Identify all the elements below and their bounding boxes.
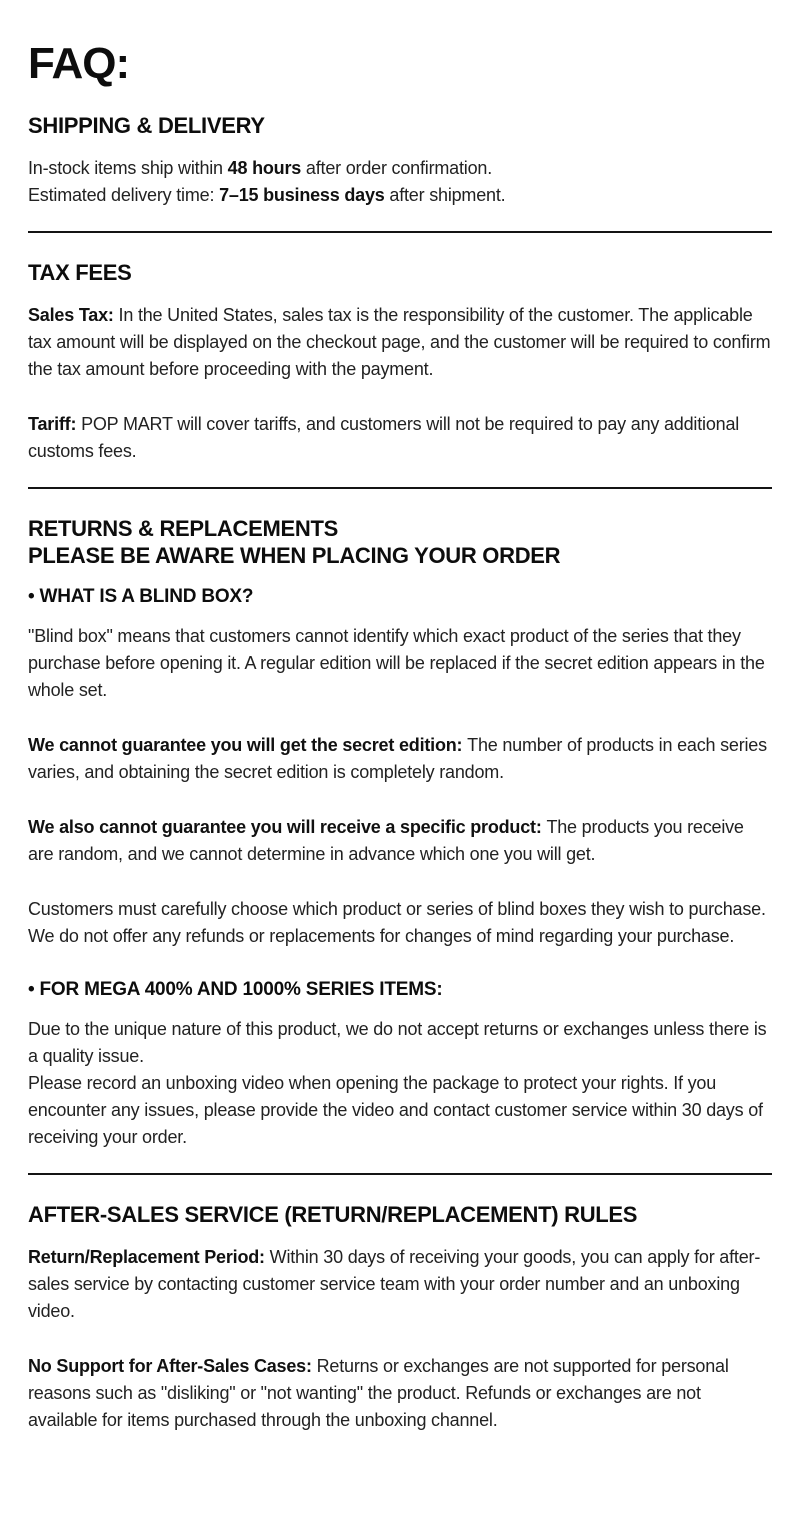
page-title: FAQ: — [28, 39, 130, 88]
mega-series-paragraph: Due to the unique nature of this product, we do not accept returns or exchanges unless there is a quality issue. Please record an unboxing video when opening the package to protect your rights. If you encounter any issues, please provide the video and contact customer service within 30 days of receiving your order. — [28, 1019, 767, 1147]
shipping-delivery-paragraph: In-stock items ship within 48 hours after order confirmation. Estimated delivery time: 7–15 business days after shipment. — [28, 158, 506, 205]
choose-carefully-paragraph: Customers must carefully choose which product or series of blind boxes they wish to purchase. We do not offer any refunds or replacements for changes of mind regarding your purchase. — [28, 899, 766, 946]
sales-tax-paragraph: Sales Tax: In the United States, sales tax is the responsibility of the customer. The applicable tax amount will be displayed on the checkout page, and the customer will be required to confirm the tax amount before proceeding with the payment. — [28, 305, 771, 379]
section-divider — [28, 1173, 772, 1175]
section-shipping-delivery — [28, 112, 772, 209]
no-support-paragraph: No Support for After-Sales Cases: Returns or exchanges are not supported for personal reasons such as "disliking" or "not wanting" the product. Refunds or exchanges are not available for items purchased through the unboxing channel. — [28, 1356, 729, 1430]
returns-heading-line2: PLEASE BE AWARE WHEN PLACING YOUR ORDER — [28, 543, 561, 568]
section-after-sales-rules — [28, 1201, 772, 1434]
blind-box-subheading: • WHAT IS A BLIND BOX? — [28, 586, 254, 607]
secret-edition-paragraph: We cannot guarantee you will get the secret edition: The number of products in each series varies, and obtaining the secret edition is completely random. — [28, 735, 767, 782]
section-tax-fees — [28, 259, 772, 465]
tax-fees-heading: TAX FEES — [28, 260, 132, 285]
section-divider — [28, 487, 772, 489]
returns-heading-line1: RETURNS & REPLACEMENTS — [28, 516, 338, 541]
return-period-paragraph: Return/Replacement Period: Within 30 days of receiving your goods, you can apply for after-sales service by contacting customer service team with your order number and an unboxing video. — [28, 1247, 761, 1321]
blind-box-paragraph: "Blind box" means that customers cannot identify which exact product of the series that they purchase before opening it. A regular edition will be replaced if the secret edition appears in the whole set. — [28, 626, 765, 700]
after-sales-heading: AFTER-SALES SERVICE (RETURN/REPLACEMENT) RULES — [28, 1202, 638, 1227]
tariff-paragraph: Tariff: POP MART will cover tariffs, and customers will not be required to pay any additional customs fees. — [28, 414, 740, 461]
shipping-delivery-heading: SHIPPING & DELIVERY — [28, 113, 265, 138]
section-divider — [28, 231, 772, 233]
returns-replacements-heading — [28, 515, 772, 569]
mega-series-subheading: • FOR MEGA 400% AND 1000% SERIES ITEMS: — [28, 979, 443, 1000]
section-returns-replacements — [28, 515, 772, 1151]
specific-product-paragraph: We also cannot guarantee you will receive a specific product: The products you receive are random, and we cannot determine in advance which one you will get. — [28, 817, 744, 864]
